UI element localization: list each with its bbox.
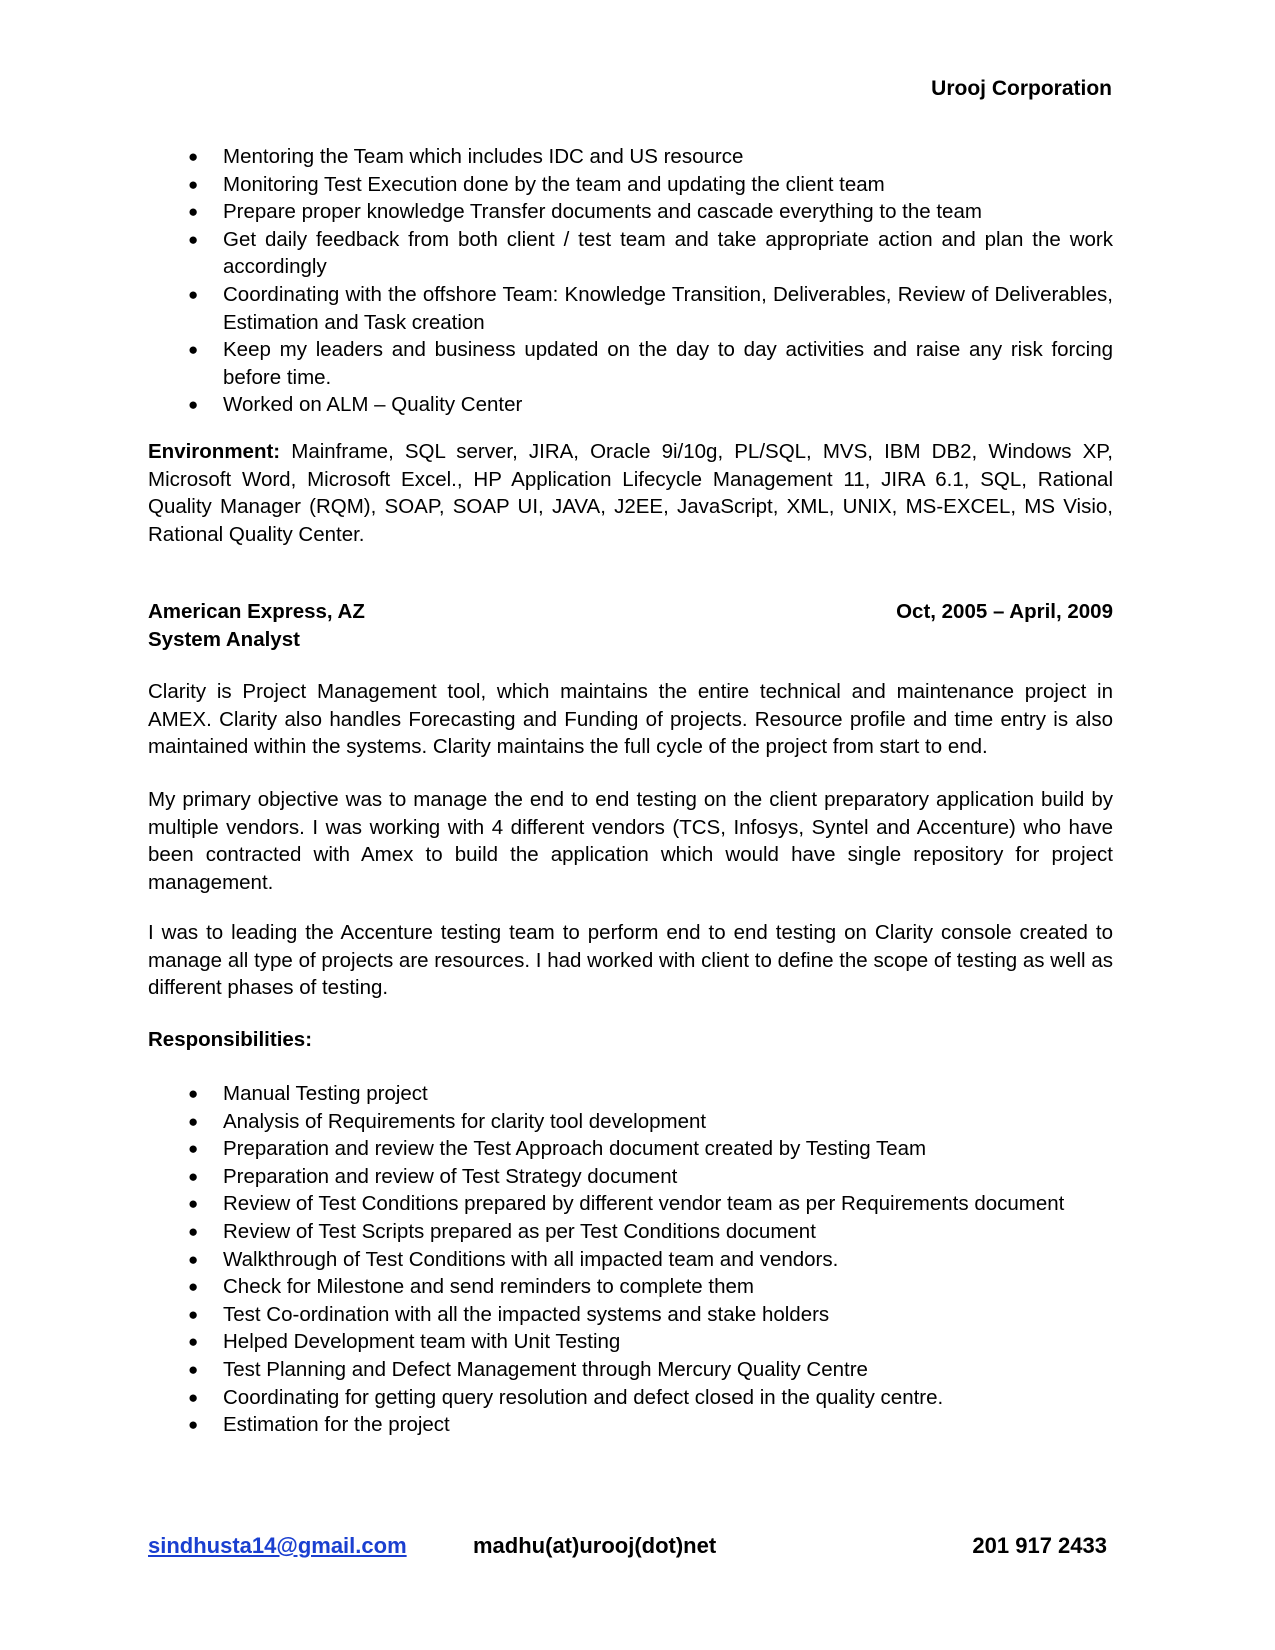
list-item: ● Test Planning and Defect Management through Mercury Quality Centre (148, 1356, 1113, 1384)
responsibilities-list (148, 1080, 1113, 1439)
list-item: ● Worked on ALM – Quality Center (148, 391, 1113, 419)
list-item: ● Prepare proper knowledge Transfer documents and cascade everything to the team (148, 198, 1113, 226)
footer-email-link[interactable]: sindhusta14@gmail.com (148, 1533, 407, 1558)
list-item: ● Monitoring Test Execution done by the team and updating the client team (148, 171, 1113, 199)
list-item: ● Test Co-ordination with all the impacted systems and stake holders (148, 1301, 1113, 1329)
job-company-row (148, 598, 1113, 626)
list-item: ● Review of Test Scripts prepared as per Test Conditions document (148, 1218, 1113, 1246)
list-item: ● Coordinating for getting query resolution and defect closed in the quality centre. (148, 1384, 1113, 1412)
job-header (148, 598, 1113, 653)
footer-phone: 201 917 2433 (972, 1533, 1107, 1558)
responsibilities-section (148, 1080, 1113, 1439)
job-company: American Express, AZ (148, 600, 365, 623)
job-paragraph: Clarity is Project Management tool, which maintains the entire technical and maintenance project in AMEX. Clarity also handles Forecasting and Funding of projects. Resource profile and time entry is also maintained within the systems. Clarity maintains the full cycle of the project from start to end. (148, 680, 1113, 759)
responsibilities-heading-wrap (148, 1026, 1113, 1054)
job-dates: Oct, 2005 – April, 2009 (896, 600, 1113, 623)
list-item: ● Keep my leaders and business updated on the day to day activities and raise any risk forcing before time. (148, 336, 1113, 391)
list-item: ● Preparation and review of Test Strategy document (148, 1163, 1113, 1191)
job-description-3 (148, 919, 1113, 1002)
list-item: ● Analysis of Requirements for clarity tool development (148, 1108, 1113, 1136)
environment-section (148, 438, 1113, 548)
job-paragraph: I was to leading the Accenture testing team to perform end to end testing on Clarity console created to manage all type of projects are resources. I had worked with client to define the scope of testing as well as different phases of testing. (148, 921, 1113, 1000)
footer-site-text: madhu(at)urooj(dot)net (473, 1533, 717, 1558)
list-item: ● Mentoring the Team which includes IDC and US resource (148, 143, 1113, 171)
job-description-2 (148, 786, 1113, 896)
list-item: ● Coordinating with the offshore Team: Knowledge Transition, Deliverables, Review of Deliverables, Estimation and Task creation (148, 281, 1113, 336)
list-item: ● Check for Milestone and send reminders to complete them (148, 1273, 1113, 1301)
job-title: System Analyst (148, 627, 300, 651)
list-item: ● Manual Testing project (148, 1080, 1113, 1108)
environment-paragraph (148, 438, 1113, 548)
environment-text: Mainframe, SQL server, JIRA, Oracle 9i/10g, PL/SQL, MVS, IBM DB2, Windows XP, Microsoft Word, Microsoft Excel., HP Application Lifecycle Management 11, JIRA 6.1, SQL, Rational Quality Manager (RQM), SOAP, SOAP UI, JAVA, J2EE, JavaScript, XML, UNIX, MS-EXCEL, MS Visio, Rational Quality Center. (148, 440, 1113, 546)
header-company-name: Urooj Corporation (931, 77, 1112, 100)
environment-label: Environment: (148, 440, 281, 463)
top-bullet-list (148, 143, 1113, 419)
list-item: ● Estimation for the project (148, 1411, 1113, 1439)
list-item: ● Helped Development team with Unit Testing (148, 1328, 1113, 1356)
responsibilities-heading: Responsibilities: (148, 1028, 313, 1051)
job-paragraph: My primary objective was to manage the end to end testing on the client preparatory application build by multiple vendors. I was working with 4 different vendors (TCS, Infosys, Syntel and Accenture) who have been contracted with Amex to build the application which would have single repository for project management. (148, 788, 1113, 894)
top-bullet-section (148, 143, 1113, 419)
list-item: ● Get daily feedback from both client / test team and take appropriate action and plan the work accordingly (148, 226, 1113, 281)
list-item: ● Preparation and review the Test Approach document created by Testing Team (148, 1135, 1113, 1163)
job-description-1 (148, 678, 1113, 761)
list-item: ● Walkthrough of Test Conditions with all impacted team and vendors. (148, 1246, 1113, 1274)
list-item: ● Review of Test Conditions prepared by different vendor team as per Requirements document (148, 1190, 1113, 1218)
